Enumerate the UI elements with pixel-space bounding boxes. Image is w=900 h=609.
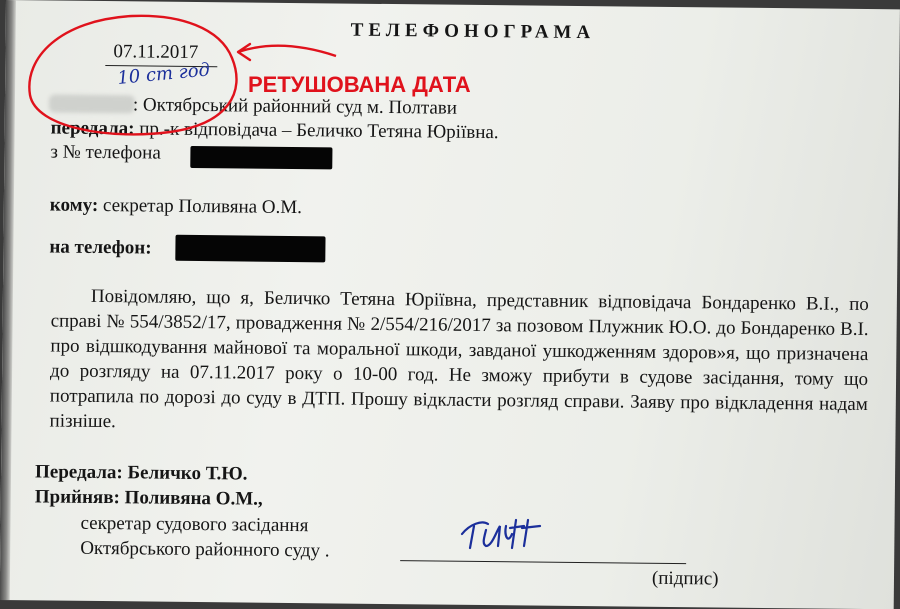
recipient-value: секретар Поливяна О.М. bbox=[102, 195, 303, 219]
transmitted-value: Беличко Т.Ю. bbox=[127, 462, 248, 485]
sender-label: передала: bbox=[50, 117, 135, 140]
received-role: секретар судового засідання bbox=[80, 512, 309, 537]
date-arrow-head bbox=[238, 44, 250, 60]
phone-label: на телефон: bbox=[49, 236, 152, 259]
handwritten-signature bbox=[462, 520, 540, 548]
handwritten-date: 10 ст год bbox=[116, 59, 211, 89]
recipient-label: кому: bbox=[49, 194, 99, 216]
received-court: Октябрського районного суду . bbox=[80, 537, 330, 562]
signature-caption: (підпис) bbox=[651, 567, 719, 590]
date-highlight-circle bbox=[29, 16, 236, 135]
sender-value: пр.-к відповідача – Беличко Тетяна Юріївна. bbox=[139, 118, 499, 144]
retouched-date-label: РЕТУШОВАНА ДАТА bbox=[248, 72, 471, 97]
message-text: Повідомляю, що я, Беличко Тетяна Юріївна, представник відповідача Бондаренко В.І., по справі № 554/3852/17, провадження № 2/554/216/2017 за позовом Плужник Ю.О. до Бондаренко В.І. про відшкодування майнової та моральної шкоди, завданої ушкодженням здоров»я, що призначена до розгляду на 07.11.2017 року о 10-00 год. Не зможу прибути в судове засідання, тому що потрапила по дорозі до суду в ДТП. Прошу відкласти розгляд справи. Заяву про відкладення надам пізніше. bbox=[49, 285, 869, 433]
court-name: : Октябрський районний суд м. Полтави bbox=[132, 94, 458, 119]
sender-phone-prefix: з № телефона bbox=[50, 141, 161, 164]
transmitted-label: Передала: bbox=[34, 461, 123, 484]
received-value: Поливяна О.М., bbox=[124, 487, 263, 510]
received-label: Прийняв: bbox=[34, 486, 120, 509]
date-arrow bbox=[238, 46, 336, 56]
printed-date: 07.11.2017 bbox=[113, 41, 199, 64]
document-title: ТЕЛЕФОНОГРАМА bbox=[350, 19, 596, 44]
